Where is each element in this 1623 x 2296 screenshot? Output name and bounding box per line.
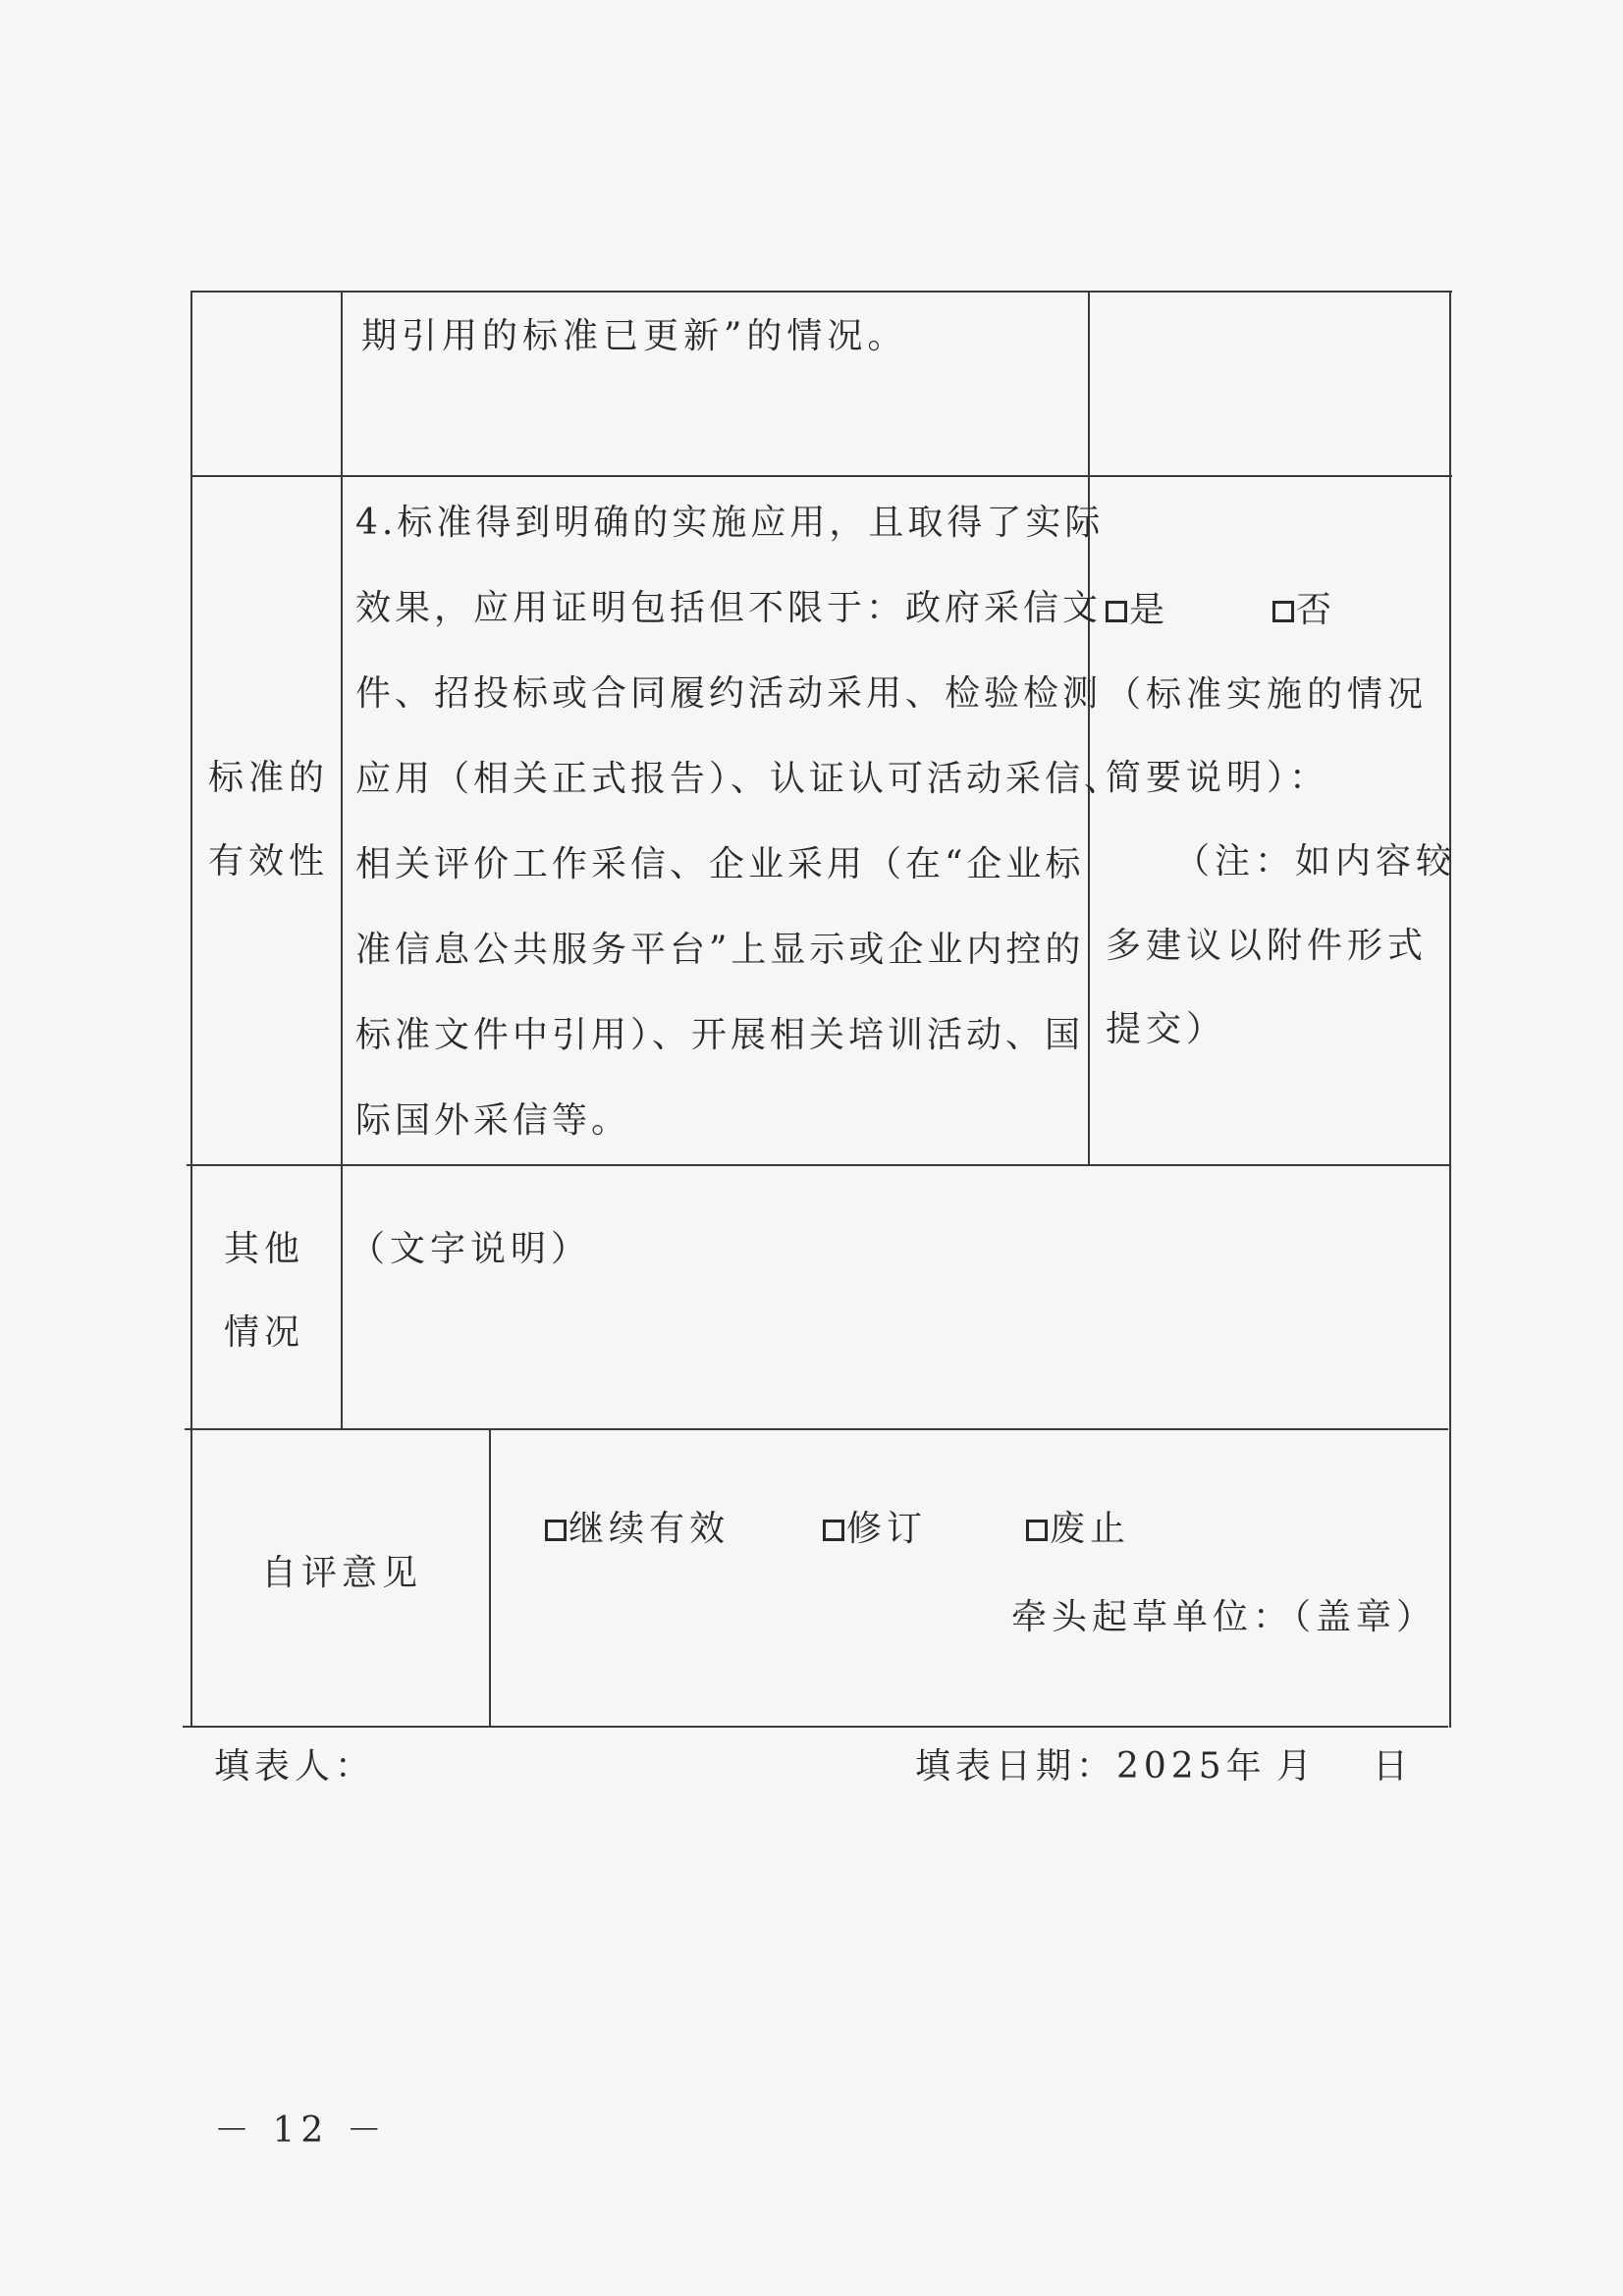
row2-content-line: 际国外采信等。: [355, 1100, 631, 1141]
filler-label: 填表人：: [214, 1746, 376, 1787]
checkbox-icon[interactable]: [1026, 1520, 1048, 1541]
row2-note-line: 简要说明）：: [1106, 758, 1330, 798]
date-day: 日: [1373, 1746, 1414, 1787]
row2-label-line2: 有效性: [208, 841, 330, 881]
row2-content-line: 应用（相关正式报告）、认证认可活动采信、: [355, 759, 1124, 799]
table-border-top: [190, 291, 1452, 293]
row2-content: [355, 480, 1123, 1163]
row2-note-line: 多建议以附件形式: [1106, 926, 1429, 966]
row2-content-line: 准信息公共服务平台”上显示或企业内控的: [355, 930, 1085, 970]
row2-content-line: 相关评价工作采信、企业采用（在“企业标: [355, 844, 1085, 884]
row2-note-line: （注：如内容较: [1174, 841, 1457, 881]
row2-note-line: （标准实施的情况: [1106, 674, 1429, 715]
row1-content: 期引用的标准已更新”的情况。: [361, 316, 908, 356]
row4-label: 自评意见: [261, 1553, 423, 1593]
checkbox-icon[interactable]: [545, 1520, 567, 1541]
stamp-label: 牵头起草单位：（盖章）: [1011, 1597, 1437, 1637]
row2-content-line: 4.标准得到明确的实施应用，且取得了实际: [355, 503, 1105, 543]
checkbox-icon[interactable]: [823, 1520, 844, 1541]
option-no[interactable]: [1272, 590, 1337, 630]
option-revise[interactable]: [823, 1509, 928, 1549]
table-divider-selfeval: [489, 1428, 491, 1728]
checkbox-icon[interactable]: [1106, 601, 1127, 622]
row2-label-line1: 标准的: [208, 758, 330, 798]
table-border-row2-bottom: [187, 1164, 1450, 1166]
row3-label-line1: 其他: [224, 1229, 305, 1269]
row2-content-line: 件、招投标或合同履约活动采用、检验检测: [355, 673, 1103, 714]
option-no-label: 否: [1296, 590, 1337, 630]
row2-content-line: 效果，应用证明包括但不限于：政府采信文: [355, 588, 1103, 628]
option-continue-label: 继续有效: [568, 1509, 730, 1549]
checkbox-icon[interactable]: [1272, 601, 1294, 622]
option-revise-label: 修订: [846, 1509, 928, 1549]
row3-label-line2: 情况: [224, 1312, 305, 1353]
row3-content[interactable]: （文字说明）: [350, 1229, 592, 1269]
page-number: － 12 －: [214, 2110, 388, 2151]
table-border-bottom: [183, 1726, 1448, 1728]
option-abolish-label: 废止: [1050, 1509, 1131, 1549]
option-yes-label: 是: [1129, 590, 1170, 630]
table-border-right: [1449, 291, 1451, 1728]
table-border-row3-bottom: [185, 1428, 1448, 1430]
date-month: 月: [1276, 1746, 1318, 1787]
option-abolish[interactable]: [1026, 1509, 1131, 1549]
row2-note-line: 提交）: [1106, 1009, 1227, 1049]
option-yes[interactable]: [1106, 590, 1170, 630]
table-border-row1-bottom: [190, 475, 1452, 477]
table-border-left: [190, 291, 192, 1728]
option-continue[interactable]: [545, 1509, 730, 1549]
date-label: 填表日期：2025年: [915, 1746, 1267, 1787]
table-divider-label: [341, 291, 343, 1429]
row2-content-line: 标准文件中引用）、开展相关培训活动、国: [355, 1015, 1085, 1055]
